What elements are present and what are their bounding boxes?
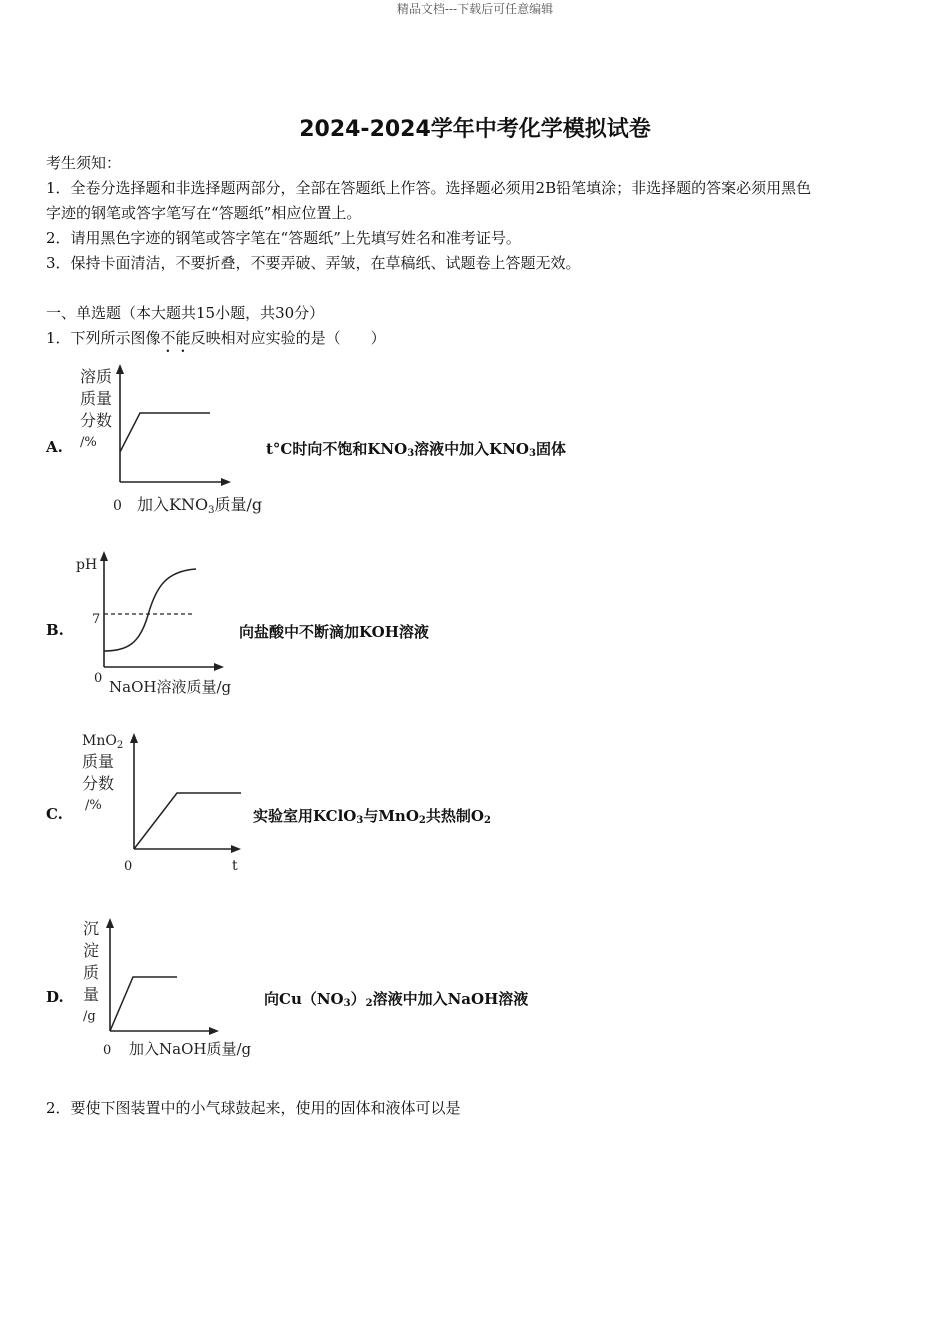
notice-line-4: 3．保持卡面清洁，不要折叠，不要弄破、弄皱，在草稿纸、试题卷上答题无效。: [46, 254, 581, 272]
option-c-graph: [75, 725, 255, 885]
graph-b-ylabel: pH: [76, 557, 98, 573]
notice-line-1: 1．全卷分选择题和非选择题两部分，全部在答题纸上作答。选择题必须用2B铅笔填涂；非选择题的答案必须用黑色: [46, 179, 812, 197]
section-heading: 一、单选题（本大题共15小题，共30分）: [46, 304, 325, 322]
graph-a-ylabel-3: 分数: [80, 411, 113, 430]
question-1-suffix: 反映相对应实验的是（ ）: [190, 329, 386, 347]
page-header: 精品文档---下载后可任意编辑: [396, 2, 554, 16]
graph-d-ylabel-3: 质: [83, 963, 100, 982]
graph-a-ylabel-1: 溶质: [80, 367, 113, 386]
graph-a-origin: 0: [113, 498, 122, 514]
graph-a-x-arrow: [221, 478, 231, 486]
option-a-label: A.: [46, 438, 63, 456]
question-2: 2．要使下图装置中的小气球鼓起来，使用的固体和液体可以是: [46, 1099, 461, 1117]
graph-a-curve: [120, 413, 210, 452]
question-1-prefix: 1．下列所示图像: [46, 329, 161, 347]
option-c-desc: 实验室用KClO$_3$与MnO$_2$共热制$O_2$: [253, 807, 491, 826]
option-a-graph: [70, 360, 280, 520]
graph-b-ref-label: 7: [92, 612, 101, 627]
option-d-graph: [75, 912, 265, 1067]
option-b-label: B.: [46, 621, 64, 639]
graph-d-origin: 0: [103, 1043, 112, 1058]
graph-c-ylabel-3: 分数: [82, 774, 115, 793]
notice-line-2: 字迹的钢笔或答字笔写在“答题纸”相应位置上。: [46, 204, 362, 222]
graph-b-origin: 0: [94, 671, 103, 686]
option-d-desc: 向$Cu(NO_3)_2$溶液中加入NaOH溶液: [264, 990, 529, 1009]
graph-c-curve: [134, 793, 241, 849]
option-b-graph: [70, 545, 260, 705]
graph-a-ylabel-4: /%: [80, 435, 97, 450]
graph-d-ylabel-4: 量: [83, 985, 100, 1004]
graph-b-curve: [104, 569, 196, 651]
graph-c-x-arrow: [231, 845, 241, 853]
graph-c-ylabel-2: 质量: [82, 752, 115, 771]
graph-a-xlabel: 加入KNO3质量/g: [137, 495, 263, 516]
option-a-desc: t°C时向不饱和$KNO_3$溶液中加入$KNO_3$固体: [266, 440, 566, 459]
graph-b-xlabel: NaOH溶液质量/g: [109, 678, 232, 696]
graph-c-origin: 0: [124, 859, 133, 874]
graph-c-ylabel-4: /%: [85, 798, 102, 813]
graph-a-ylabel-2: 质量: [80, 389, 113, 408]
graph-d-xlabel: 加入NaOH质量/g: [129, 1040, 252, 1058]
option-b-desc: 向盐酸中不断滴加KOH溶液: [239, 623, 429, 641]
graph-b-x-arrow: [214, 663, 224, 671]
graph-d-y-arrow: [106, 918, 114, 928]
notice-line-3: 2．请用黑色字迹的钢笔或答字笔在“答题纸”上先填写姓名和准考证号。: [46, 229, 521, 247]
question-1: [46, 327, 386, 356]
graph-d-ylabel-2: 淀: [83, 941, 100, 960]
page-title: 2024-2024学年中考化学模拟试卷: [299, 117, 651, 142]
notice-heading: 考生须知：: [46, 154, 122, 172]
graph-d-x-arrow: [209, 1027, 219, 1035]
graph-d-ylabel-1: 沉: [83, 919, 100, 938]
graph-c-y-arrow: [130, 733, 138, 743]
graph-c-ylabel-1: MnO$_2$: [82, 733, 124, 751]
graph-d-ylabel-5: /g: [83, 1009, 96, 1024]
graph-c-xlabel: t: [232, 858, 238, 874]
question-1-emphasis: 不能: [160, 329, 191, 347]
graph-b-y-arrow: [100, 551, 108, 561]
graph-d-curve: [110, 977, 177, 1031]
option-c-label: C.: [46, 805, 63, 823]
option-d-label: D.: [46, 988, 64, 1006]
graph-a-y-arrow: [116, 364, 124, 374]
